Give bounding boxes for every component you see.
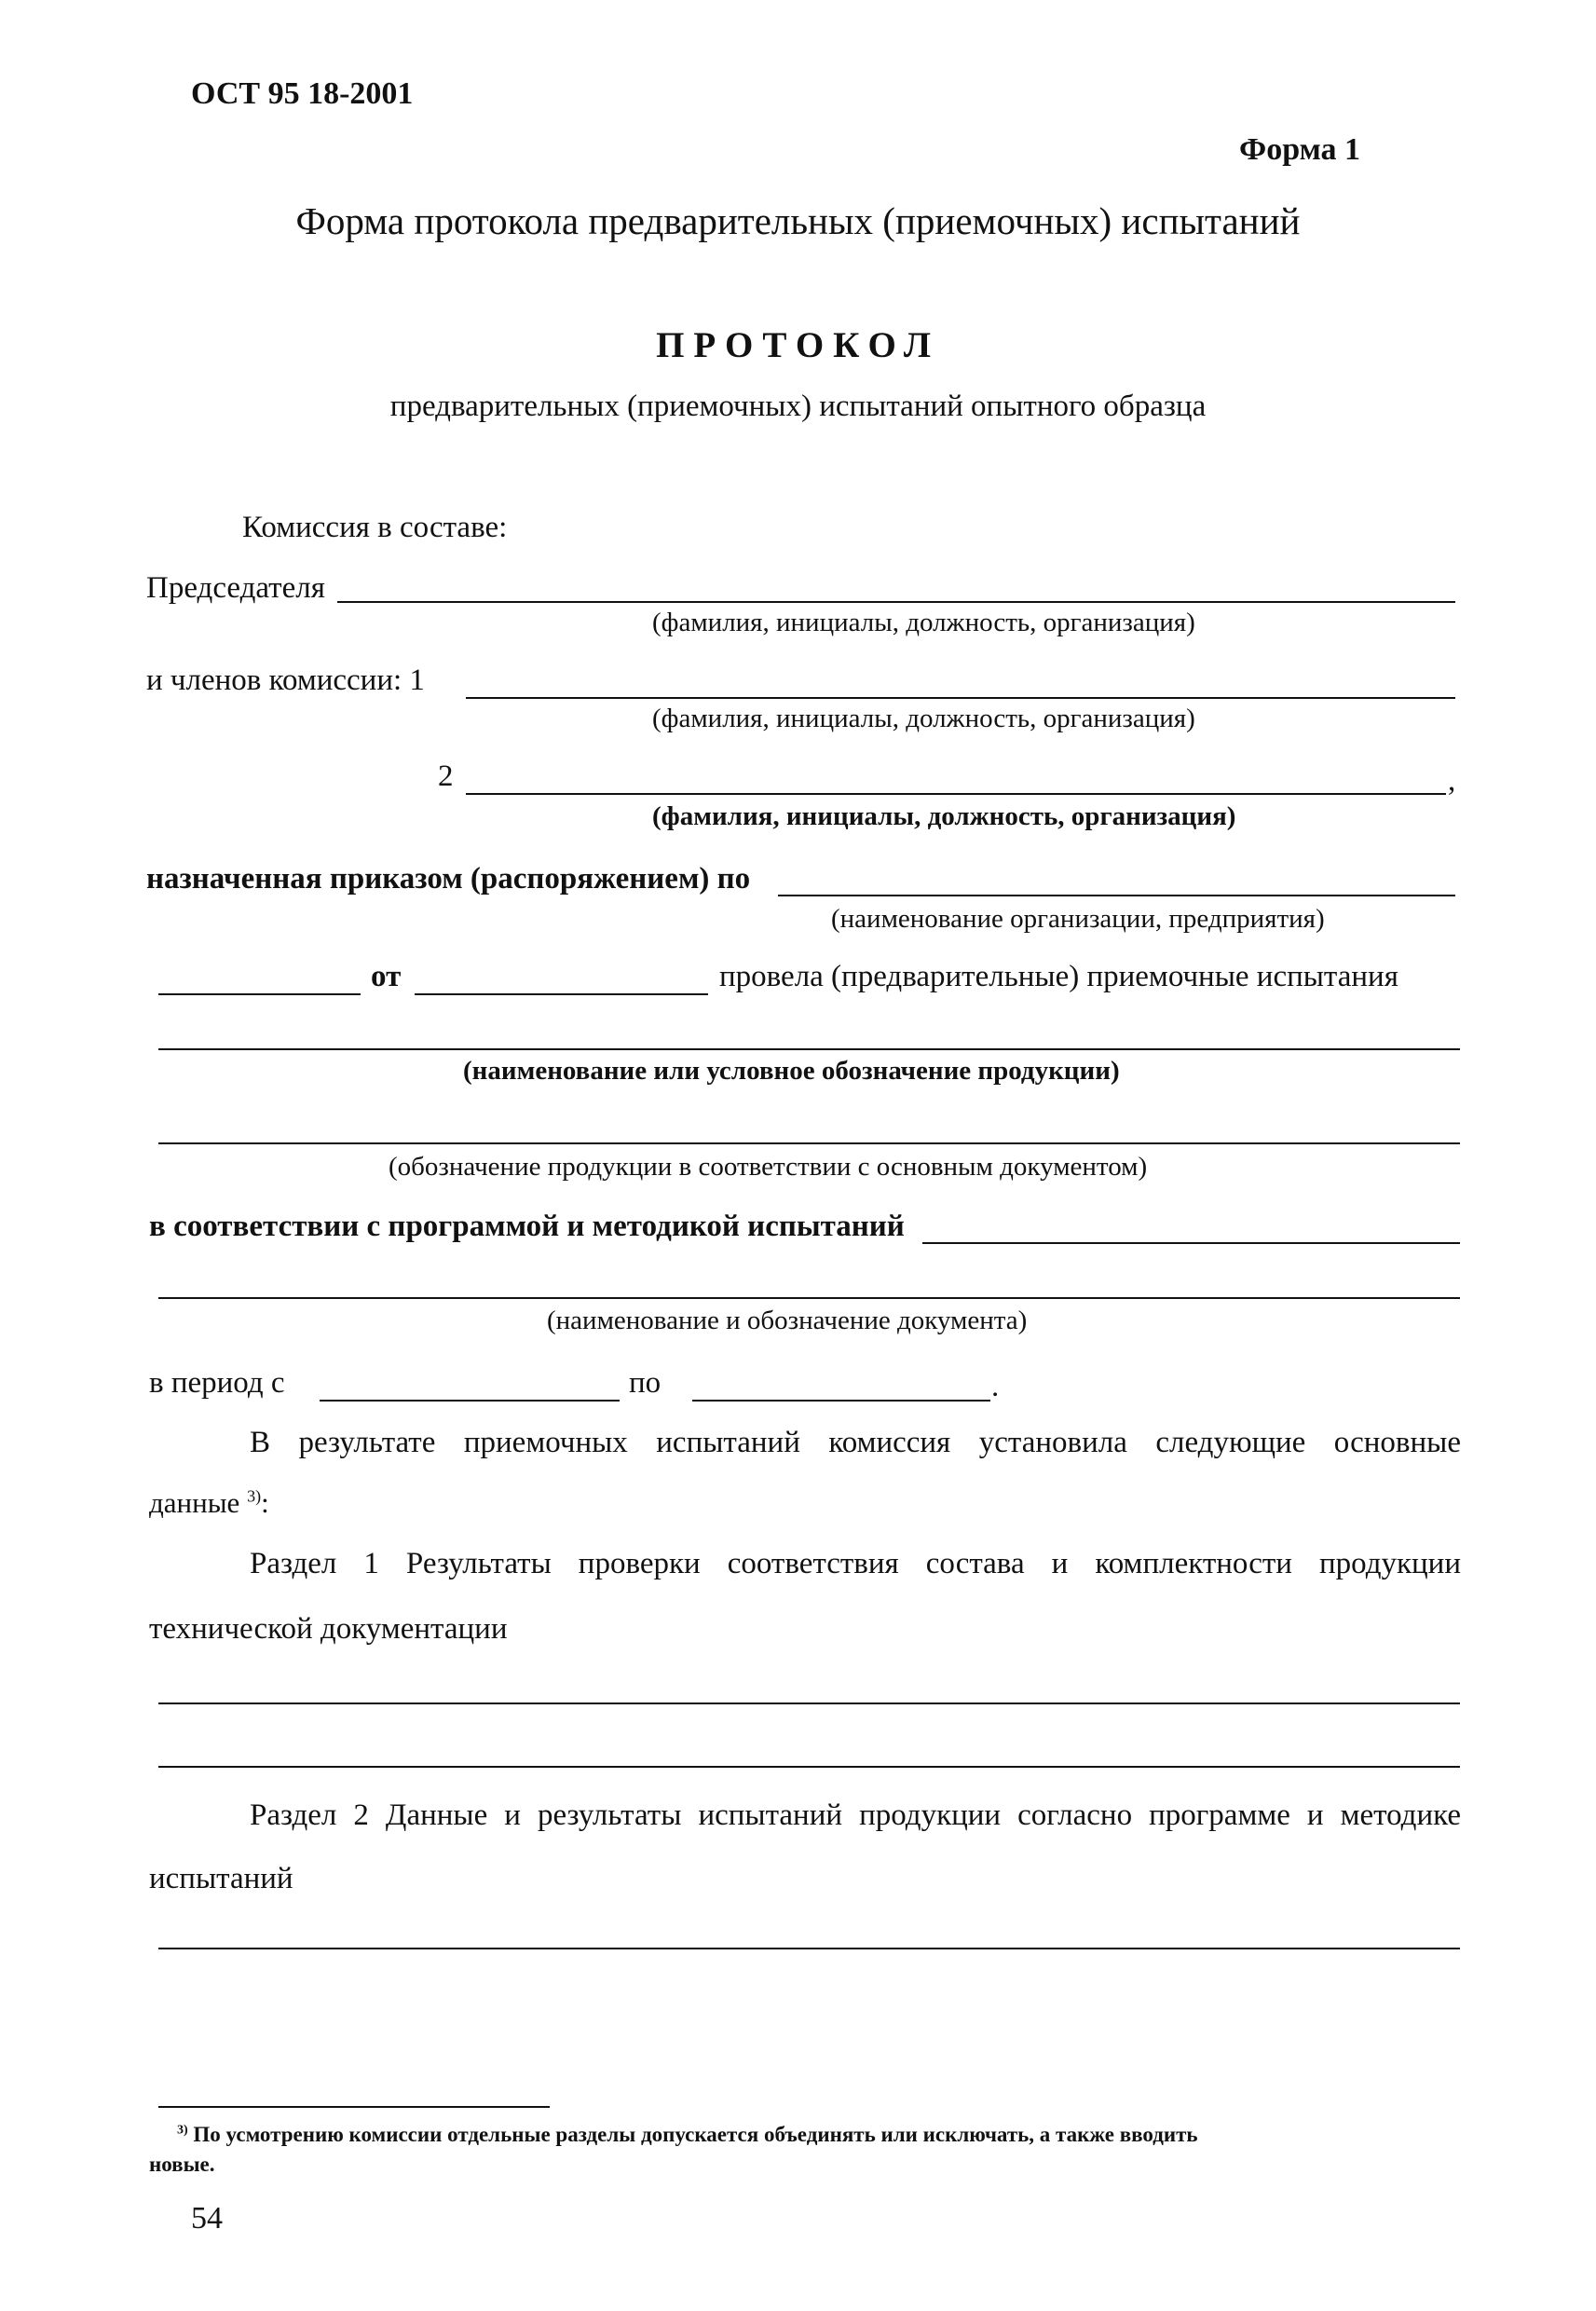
product-name-field[interactable]	[158, 1048, 1460, 1050]
order-label: назначенная приказом (распоряжением) по	[146, 862, 751, 896]
commission-intro: Комиссия в составе:	[242, 511, 508, 544]
protocol-subtitle: предварительных (приемочных) испытаний опытного образца	[389, 390, 1207, 423]
form-title: Форма протокола предварительных (приемочных) испытаний	[295, 199, 1301, 242]
footnote-line2: новые.	[149, 2153, 215, 2176]
conducted-text: провела (предварительные) приемочные испытания	[719, 960, 1398, 993]
member2-number: 2	[438, 759, 454, 793]
section2-field[interactable]	[158, 1948, 1460, 1949]
document-field[interactable]	[158, 1297, 1460, 1299]
period-from-label: в период с	[149, 1366, 285, 1400]
member2-field[interactable]	[466, 793, 1446, 795]
form-number: Форма 1	[1239, 132, 1361, 167]
section2-line2: испытаний	[149, 1862, 293, 1895]
program-field[interactable]	[922, 1242, 1460, 1244]
order-number-field[interactable]	[415, 993, 708, 995]
footnote-text: По усмотрению комиссии отдельные разделы допускается объединять или исключать, а также вводить	[193, 2123, 1198, 2146]
period-from-field[interactable]	[320, 1400, 620, 1402]
period-end: .	[991, 1370, 1000, 1403]
member1-field[interactable]	[466, 697, 1455, 699]
footnote-reference: 3)	[247, 1486, 262, 1506]
member2-hint: (фамилия, инициалы, должность, организация)	[652, 801, 1236, 831]
order-field[interactable]	[778, 895, 1455, 896]
document-hint: (наименование и обозначение документа)	[547, 1306, 1028, 1335]
chairman-hint: (фамилия, инициалы, должность, организация)	[652, 608, 1195, 637]
member2-comma: ,	[1448, 764, 1456, 798]
standard-code: ОСТ 95 18-2001	[191, 76, 414, 111]
page-number: 54	[191, 2201, 223, 2236]
chairman-field[interactable]	[337, 601, 1455, 603]
section1-field-1[interactable]	[158, 1702, 1460, 1704]
from-word: от	[371, 960, 402, 993]
section1-line1: Раздел 1 Результаты проверки соответствия состава и комплектности продукции	[250, 1547, 1461, 1580]
period-to-field[interactable]	[692, 1400, 990, 1402]
chairman-label: Председателя	[146, 571, 325, 605]
section2-line1: Раздел 2 Данные и результаты испытаний продукции согласно программе и методике	[250, 1798, 1461, 1832]
member1-hint: (фамилия, инициалы, должность, организация)	[652, 704, 1195, 733]
protocol-title: ПРОТОКОЛ	[656, 325, 940, 365]
members-label: и членов комиссии: 1	[146, 663, 425, 697]
footnote-divider	[158, 2106, 550, 2108]
program-label: в соответствии с программой и методикой испытаний	[149, 1210, 905, 1243]
results-colon: :	[261, 1486, 269, 1519]
period-to-label: по	[629, 1366, 662, 1400]
results-intro-line1: В результате приемочных испытаний комиссия установила следующие основные	[250, 1426, 1461, 1459]
product-hint: (наименование или условное обозначение продукции)	[463, 1056, 1120, 1086]
order-hint: (наименование организации, предприятия)	[831, 904, 1325, 934]
product-doc-field[interactable]	[158, 1142, 1460, 1144]
footnote-line1	[177, 2123, 1198, 2147]
results-data-word: данные	[149, 1486, 240, 1519]
results-intro-line2	[149, 1486, 269, 1520]
product-doc-hint: (обозначение продукции в соответствии с основным документом)	[389, 1152, 1148, 1182]
section1-field-2[interactable]	[158, 1766, 1460, 1768]
section1-line2: технической документации	[149, 1612, 508, 1646]
footnote-mark: 3)	[177, 2123, 188, 2138]
date-field[interactable]	[158, 993, 361, 995]
